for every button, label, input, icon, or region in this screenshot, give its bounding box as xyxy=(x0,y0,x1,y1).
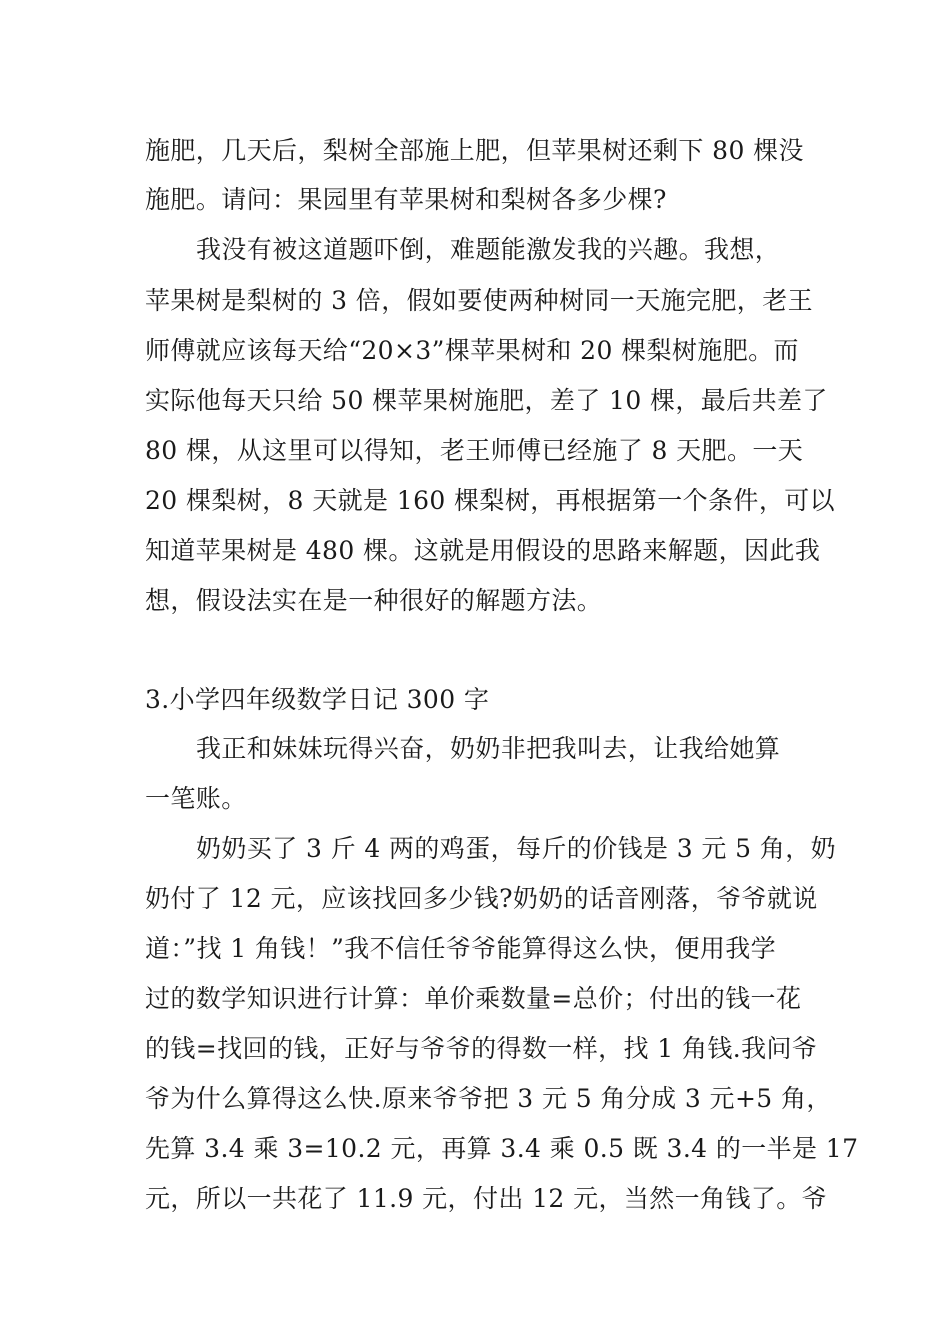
paragraph-first-line: 奶奶买了 3 斤 4 两的鸡蛋，每斤的价钱是 3 元 5 角，奶 xyxy=(196,834,836,863)
text-line: 苹果树是梨树的 3 倍，假如要使两种树同一天施完肥，老王 xyxy=(145,286,814,315)
text-line: 奶付了 12 元，应该找回多少钱?奶奶的话音刚落，爷爷就说 xyxy=(145,884,818,913)
text-line: 道：”找 1 角钱！”我不信任爷爷能算得这么快，便用我学 xyxy=(145,934,777,963)
text-line: 师傅就应该每天给“20×3”棵苹果树和 20 棵梨树施肥。而 xyxy=(145,336,799,365)
text-line: 20 棵梨树，8 天就是 160 棵梨树，再根据第一个条件，可以 xyxy=(145,486,836,515)
text-line: 实际他每天只给 50 棵苹果树施肥，差了 10 棵，最后共差了 xyxy=(145,386,828,415)
text-line: 想，假设法实在是一种很好的解题方法。 xyxy=(145,586,603,615)
text-line: 过的数学知识进行计算：单价乘数量=总价；付出的钱一花 xyxy=(145,984,802,1013)
text-line: 先算 3.4 乘 3=10.2 元，再算 3.4 乘 0.5 既 3.4 的一半是 17 xyxy=(145,1134,859,1163)
text-line: 的钱=找回的钱，正好与爷爷的得数一样，找 1 角钱.我问爷 xyxy=(145,1034,818,1063)
text-line: 施肥，几天后，梨树全部施上肥，但苹果树还剩下 80 棵没 xyxy=(145,136,804,165)
paragraph-first-line: 我没有被这道题吓倒，难题能激发我的兴趣。我想， xyxy=(196,235,781,264)
text-line: 爷为什么算得这么快.原来爷爷把 3 元 5 角分成 3 元+5 角， xyxy=(145,1084,832,1113)
text-line: 施肥。请问：果园里有苹果树和梨树各多少棵? xyxy=(145,185,667,214)
paragraph-first-line: 我正和妹妹玩得兴奋，奶奶非把我叫去，让我给她算 xyxy=(196,734,781,763)
text-line: 一笔账。 xyxy=(145,784,247,813)
text-line: 知道苹果树是 480 棵。这就是用假设的思路来解题，因此我 xyxy=(145,536,821,565)
section-heading: 3.小学四年级数学日记 300 字 xyxy=(145,685,490,714)
text-line: 80 棵，从这里可以得知，老王师傅已经施了 8 天肥。一天 xyxy=(145,436,804,465)
text-line: 元，所以一共花了 11.9 元，付出 12 元，当然一角钱了。爷 xyxy=(145,1184,828,1213)
